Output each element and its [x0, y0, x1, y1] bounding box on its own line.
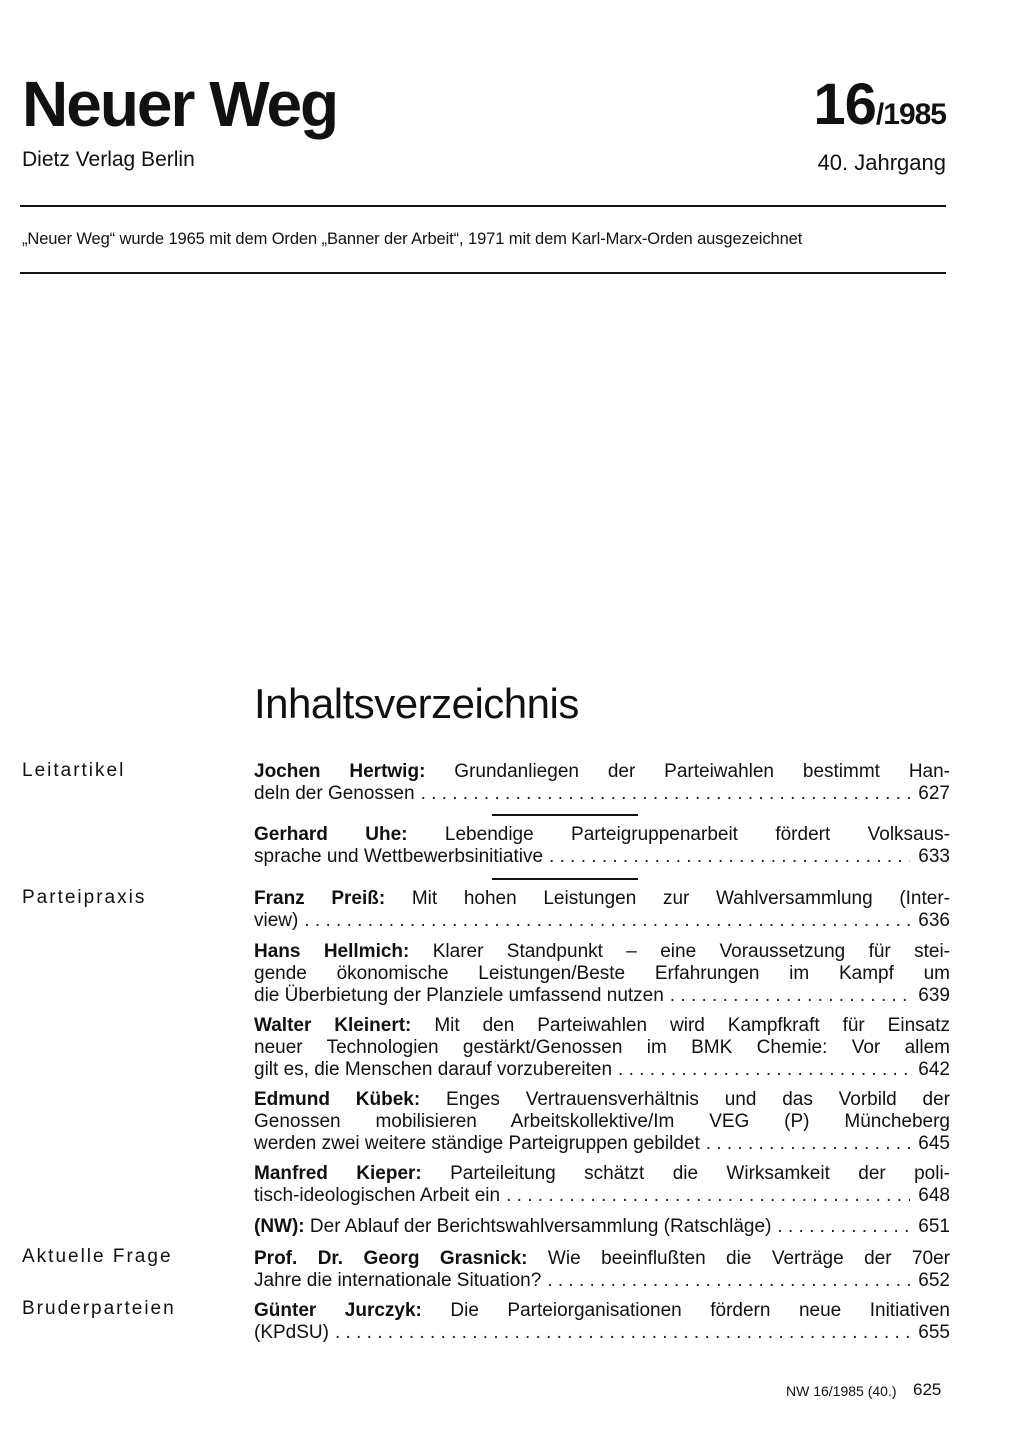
entry-author: Prof. Dr. Georg Grasnick: [254, 1248, 528, 1269]
entry-author: (NW): [254, 1216, 305, 1237]
entry-page: 642 [918, 1059, 950, 1080]
entry-text: gilt es, die Menschen darauf vorzubereiten [254, 1059, 613, 1080]
dot-leader [335, 1322, 910, 1344]
entry-last-line [254, 783, 950, 805]
toc-entry [254, 1015, 950, 1081]
magazine-title: Neuer Weg [22, 68, 338, 140]
entry-line [254, 1300, 950, 1322]
entry-text: werden zwei weitere ständige Parteigruppen gebildet [254, 1133, 700, 1154]
entry-text: sprache und Wettbewerbsinitiative [254, 846, 544, 867]
entry-text: Die Parteiorganisationen fördern neue Initiativen [450, 1300, 950, 1321]
entry-page: 648 [918, 1185, 950, 1206]
entry-text: tisch-ideologischen Arbeit ein [254, 1185, 501, 1206]
dot-leader [304, 910, 910, 932]
dot-leader [547, 1270, 910, 1292]
footer-issue-ref: NW 16/1985 (40.) [786, 1383, 897, 1399]
entry-last-line [254, 1185, 950, 1207]
dot-leader [549, 846, 910, 868]
entry-text: Enges Vertrauensverhältnis und das Vorbild der [446, 1089, 951, 1110]
entry-page: 645 [918, 1133, 950, 1154]
entry-line: neuer Technologien gestärkt/Genossen im BMK Chemie: Vor allem [254, 1037, 950, 1058]
entry-page: 633 [918, 846, 950, 867]
entry-page: 639 [918, 985, 950, 1006]
entry-line [254, 1015, 950, 1037]
entry-line [254, 761, 950, 783]
section-label-parteipraxis: Parteipraxis [22, 887, 147, 908]
entry-last-line [254, 846, 950, 868]
toc-entry [254, 1300, 950, 1344]
dot-leader [506, 1185, 910, 1207]
toc-heading: Inhaltsverzeichnis [254, 680, 579, 727]
dot-leader [421, 783, 910, 805]
entry-last-line [254, 1216, 950, 1238]
award-line: „Neuer Weg“ wurde 1965 mit dem Orden „Banner der Arbeit“, 1971 mit dem Karl-Marx-Orden ausgezeichnet [22, 230, 803, 248]
entry-text: Der Ablauf der Berichtswahlversammlung (Ratschläge) [309, 1216, 772, 1237]
entry-line: Genossen mobilisieren Arbeitskollektive/Im VEG (P) Müncheberg [254, 1111, 950, 1132]
entry-author: Manfred Kieper: [254, 1163, 422, 1184]
section-label-leitartikel: Leitartikel [22, 760, 126, 781]
dot-leader [777, 1216, 910, 1238]
entry-page: 627 [918, 783, 950, 804]
entry-text: (KPdSU) [254, 1322, 329, 1343]
footer-page-number: 625 [913, 1380, 942, 1399]
dot-leader [618, 1059, 910, 1081]
issue-year: /1985 [875, 98, 946, 131]
volume: 40. Jahrgang [817, 150, 946, 175]
entry-text: deln der Genossen [254, 783, 415, 804]
entry-last-line [254, 1270, 950, 1292]
entry-text: Mit den Parteiwahlen wird Kampfkraft für Einsatz [434, 1015, 950, 1036]
entry-text: Mit hohen Leistungen zur Wahlversammlung (Inter- [411, 888, 950, 909]
entry-author: Günter Jurczyk: [254, 1300, 422, 1321]
toc-entry [254, 1089, 950, 1155]
entry-line: gende ökonomische Leistungen/Beste Erfahrungen im Kampf um [254, 963, 950, 984]
entry-separator [492, 878, 638, 880]
entry-line [254, 888, 950, 910]
toc-entry [254, 824, 950, 868]
entry-page: 652 [918, 1270, 950, 1291]
entry-last-line [254, 1322, 950, 1344]
entry-line [254, 1089, 950, 1111]
entry-text: Klarer Standpunkt – eine Voraussetzung für stei- [432, 941, 951, 962]
entry-line [254, 1163, 950, 1185]
toc-entry [254, 761, 950, 805]
entry-author: Franz Preiß: [254, 888, 386, 909]
toc-entry [254, 941, 950, 1007]
top-rule [20, 205, 946, 207]
entry-text: Jahre die internationale Situation? [254, 1270, 542, 1291]
entry-page: 655 [918, 1322, 950, 1343]
entry-last-line [254, 910, 950, 932]
toc-entry [254, 888, 950, 932]
entry-text: Parteileitung schätzt die Wirksamkeit der poli- [450, 1163, 950, 1184]
entry-author: Hans Hellmich: [254, 941, 410, 962]
entry-last-line [254, 1059, 950, 1081]
section-label-aktuelle-frage: Aktuelle Frage [22, 1246, 173, 1267]
award-rule [20, 272, 946, 274]
entry-page: 636 [918, 910, 950, 931]
entry-last-line [254, 1133, 950, 1155]
entry-text: Lebendige Parteigruppenarbeit fördert Volksaus- [444, 824, 951, 845]
entry-author: Jochen Hertwig: [254, 761, 426, 782]
entry-line [254, 941, 950, 963]
entry-text: Wie beeinflußten die Verträge der 70er [547, 1248, 950, 1269]
entry-author: Walter Kleinert: [254, 1015, 412, 1036]
section-label-bruderparteien: Bruderparteien [22, 1298, 176, 1319]
entry-last-line [254, 985, 950, 1007]
entry-text [254, 1216, 771, 1238]
entry-author: Gerhard Uhe: [254, 824, 408, 845]
entry-line [254, 824, 950, 846]
entry-text: view) [254, 910, 299, 931]
issue-number: 16 [813, 72, 876, 137]
entry-text: die Überbietung der Planziele umfassend nutzen [254, 985, 664, 1006]
entry-page: 651 [918, 1216, 950, 1237]
publisher: Dietz Verlag Berlin [22, 148, 195, 171]
toc-entry [254, 1248, 950, 1292]
entry-line [254, 1248, 950, 1270]
entry-separator [492, 814, 638, 816]
entry-text: Grundanliegen der Parteiwahlen bestimmt Han- [454, 761, 951, 782]
toc-entry [254, 1216, 950, 1238]
issue-badge [813, 70, 946, 155]
entry-author: Edmund Kübek: [254, 1089, 421, 1110]
toc-entry [254, 1163, 950, 1207]
dot-leader [670, 985, 910, 1007]
dot-leader [706, 1133, 910, 1155]
